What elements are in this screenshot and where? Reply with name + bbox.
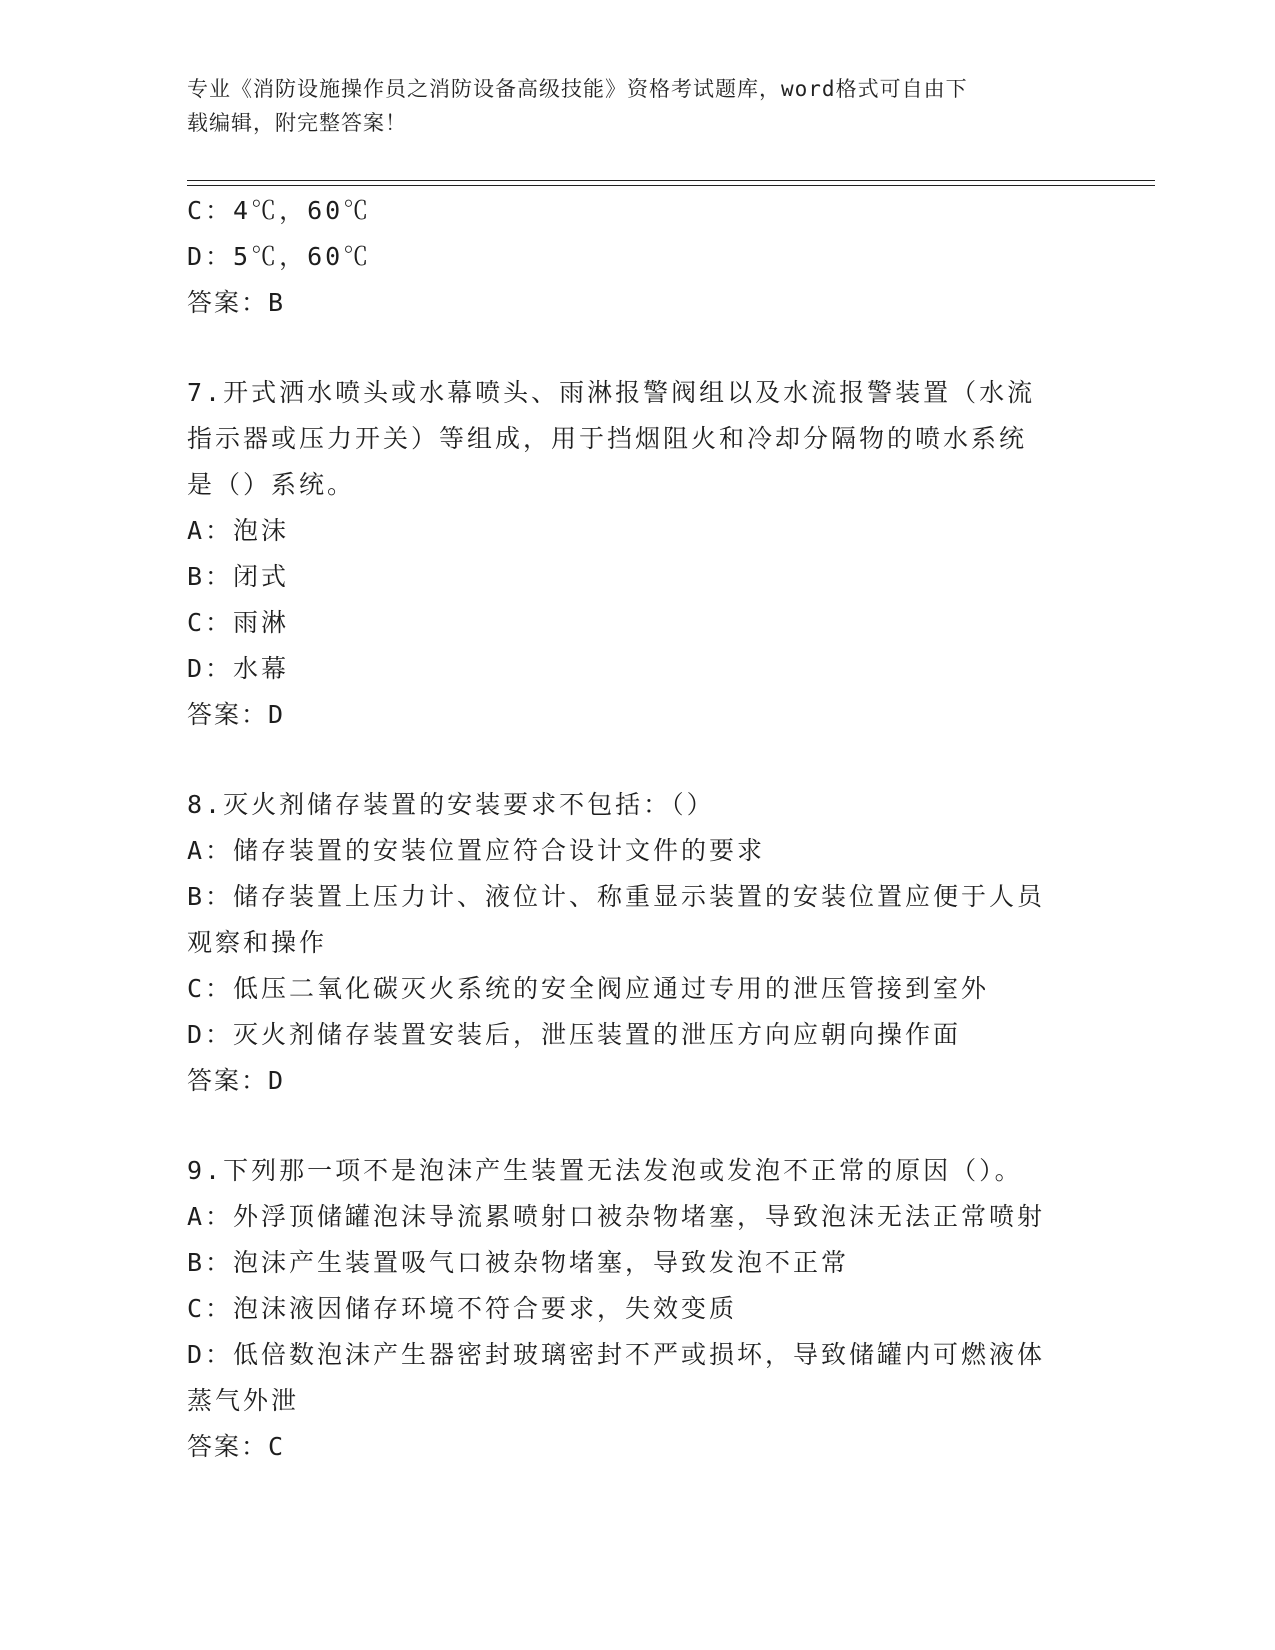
spacer — [187, 738, 1087, 782]
header-line-1: 专业《消防设施操作员之消防设备高级技能》资格考试题库，word格式可自由下 — [187, 77, 968, 101]
spacer — [187, 1104, 1087, 1148]
option-d: D：灭火剂储存装置安装后，泄压装置的泄压方向应朝向操作面 — [187, 1020, 962, 1049]
option-a: A：外浮顶储罐泡沫导流累喷射口被杂物堵塞，导致泡沫无法正常喷射 — [187, 1202, 1046, 1231]
header-divider-top — [187, 180, 1155, 181]
option-d: D：5℃，60℃ — [187, 242, 372, 271]
option-a: A：泡沫 — [187, 516, 290, 545]
option-b-continuation: 观察和操作 — [187, 928, 328, 957]
option-d-continuation: 蒸气外泄 — [187, 1386, 300, 1415]
previous-question-tail — [187, 188, 1087, 326]
answer-line: 答案：D — [187, 1066, 286, 1095]
header-divider-bottom — [187, 185, 1155, 186]
question-stem-line: 7.开式洒水喷头或水幕喷头、雨淋报警阀组以及水流报警装置（水流 — [187, 378, 1036, 407]
question-7 — [187, 370, 1087, 738]
question-9 — [187, 1148, 1087, 1470]
spacer — [187, 326, 1087, 370]
option-a: A：储存装置的安装位置应符合设计文件的要求 — [187, 836, 766, 865]
option-c: C：4℃，60℃ — [187, 196, 372, 225]
answer-line: 答案：C — [187, 1432, 286, 1461]
option-d: D：低倍数泡沫产生器密封玻璃密封不严或损坏，导致储罐内可燃液体 — [187, 1340, 1046, 1369]
question-stem-line: 是（）系统。 — [187, 470, 356, 499]
answer-line: 答案：D — [187, 700, 286, 729]
question-8 — [187, 782, 1087, 1104]
question-stem-line: 指示器或压力开关）等组成，用于挡烟阻火和冷却分隔物的喷水系统 — [187, 424, 1028, 453]
question-content — [187, 188, 1087, 1470]
option-d: D：水幕 — [187, 654, 290, 683]
page-header — [187, 72, 1067, 140]
answer-line: 答案：B — [187, 288, 286, 317]
question-stem-line: 9.下列那一项不是泡沫产生装置无法发泡或发泡不正常的原因（）。 — [187, 1156, 1023, 1185]
option-b: B：闭式 — [187, 562, 290, 591]
option-b: B：泡沫产生装置吸气口被杂物堵塞，导致发泡不正常 — [187, 1248, 850, 1277]
option-c: C：低压二氧化碳灭火系统的安全阀应通过专用的泄压管接到室外 — [187, 974, 990, 1003]
header-line-2: 载编辑，附完整答案！ — [187, 111, 407, 135]
option-c: C：泡沫液因储存环境不符合要求，失效变质 — [187, 1294, 738, 1323]
option-c: C：雨淋 — [187, 608, 290, 637]
question-stem-line: 8.灭火剂储存装置的安装要求不包括：（） — [187, 790, 715, 819]
option-b: B：储存装置上压力计、液位计、称重显示装置的安装位置应便于人员 — [187, 882, 1046, 911]
